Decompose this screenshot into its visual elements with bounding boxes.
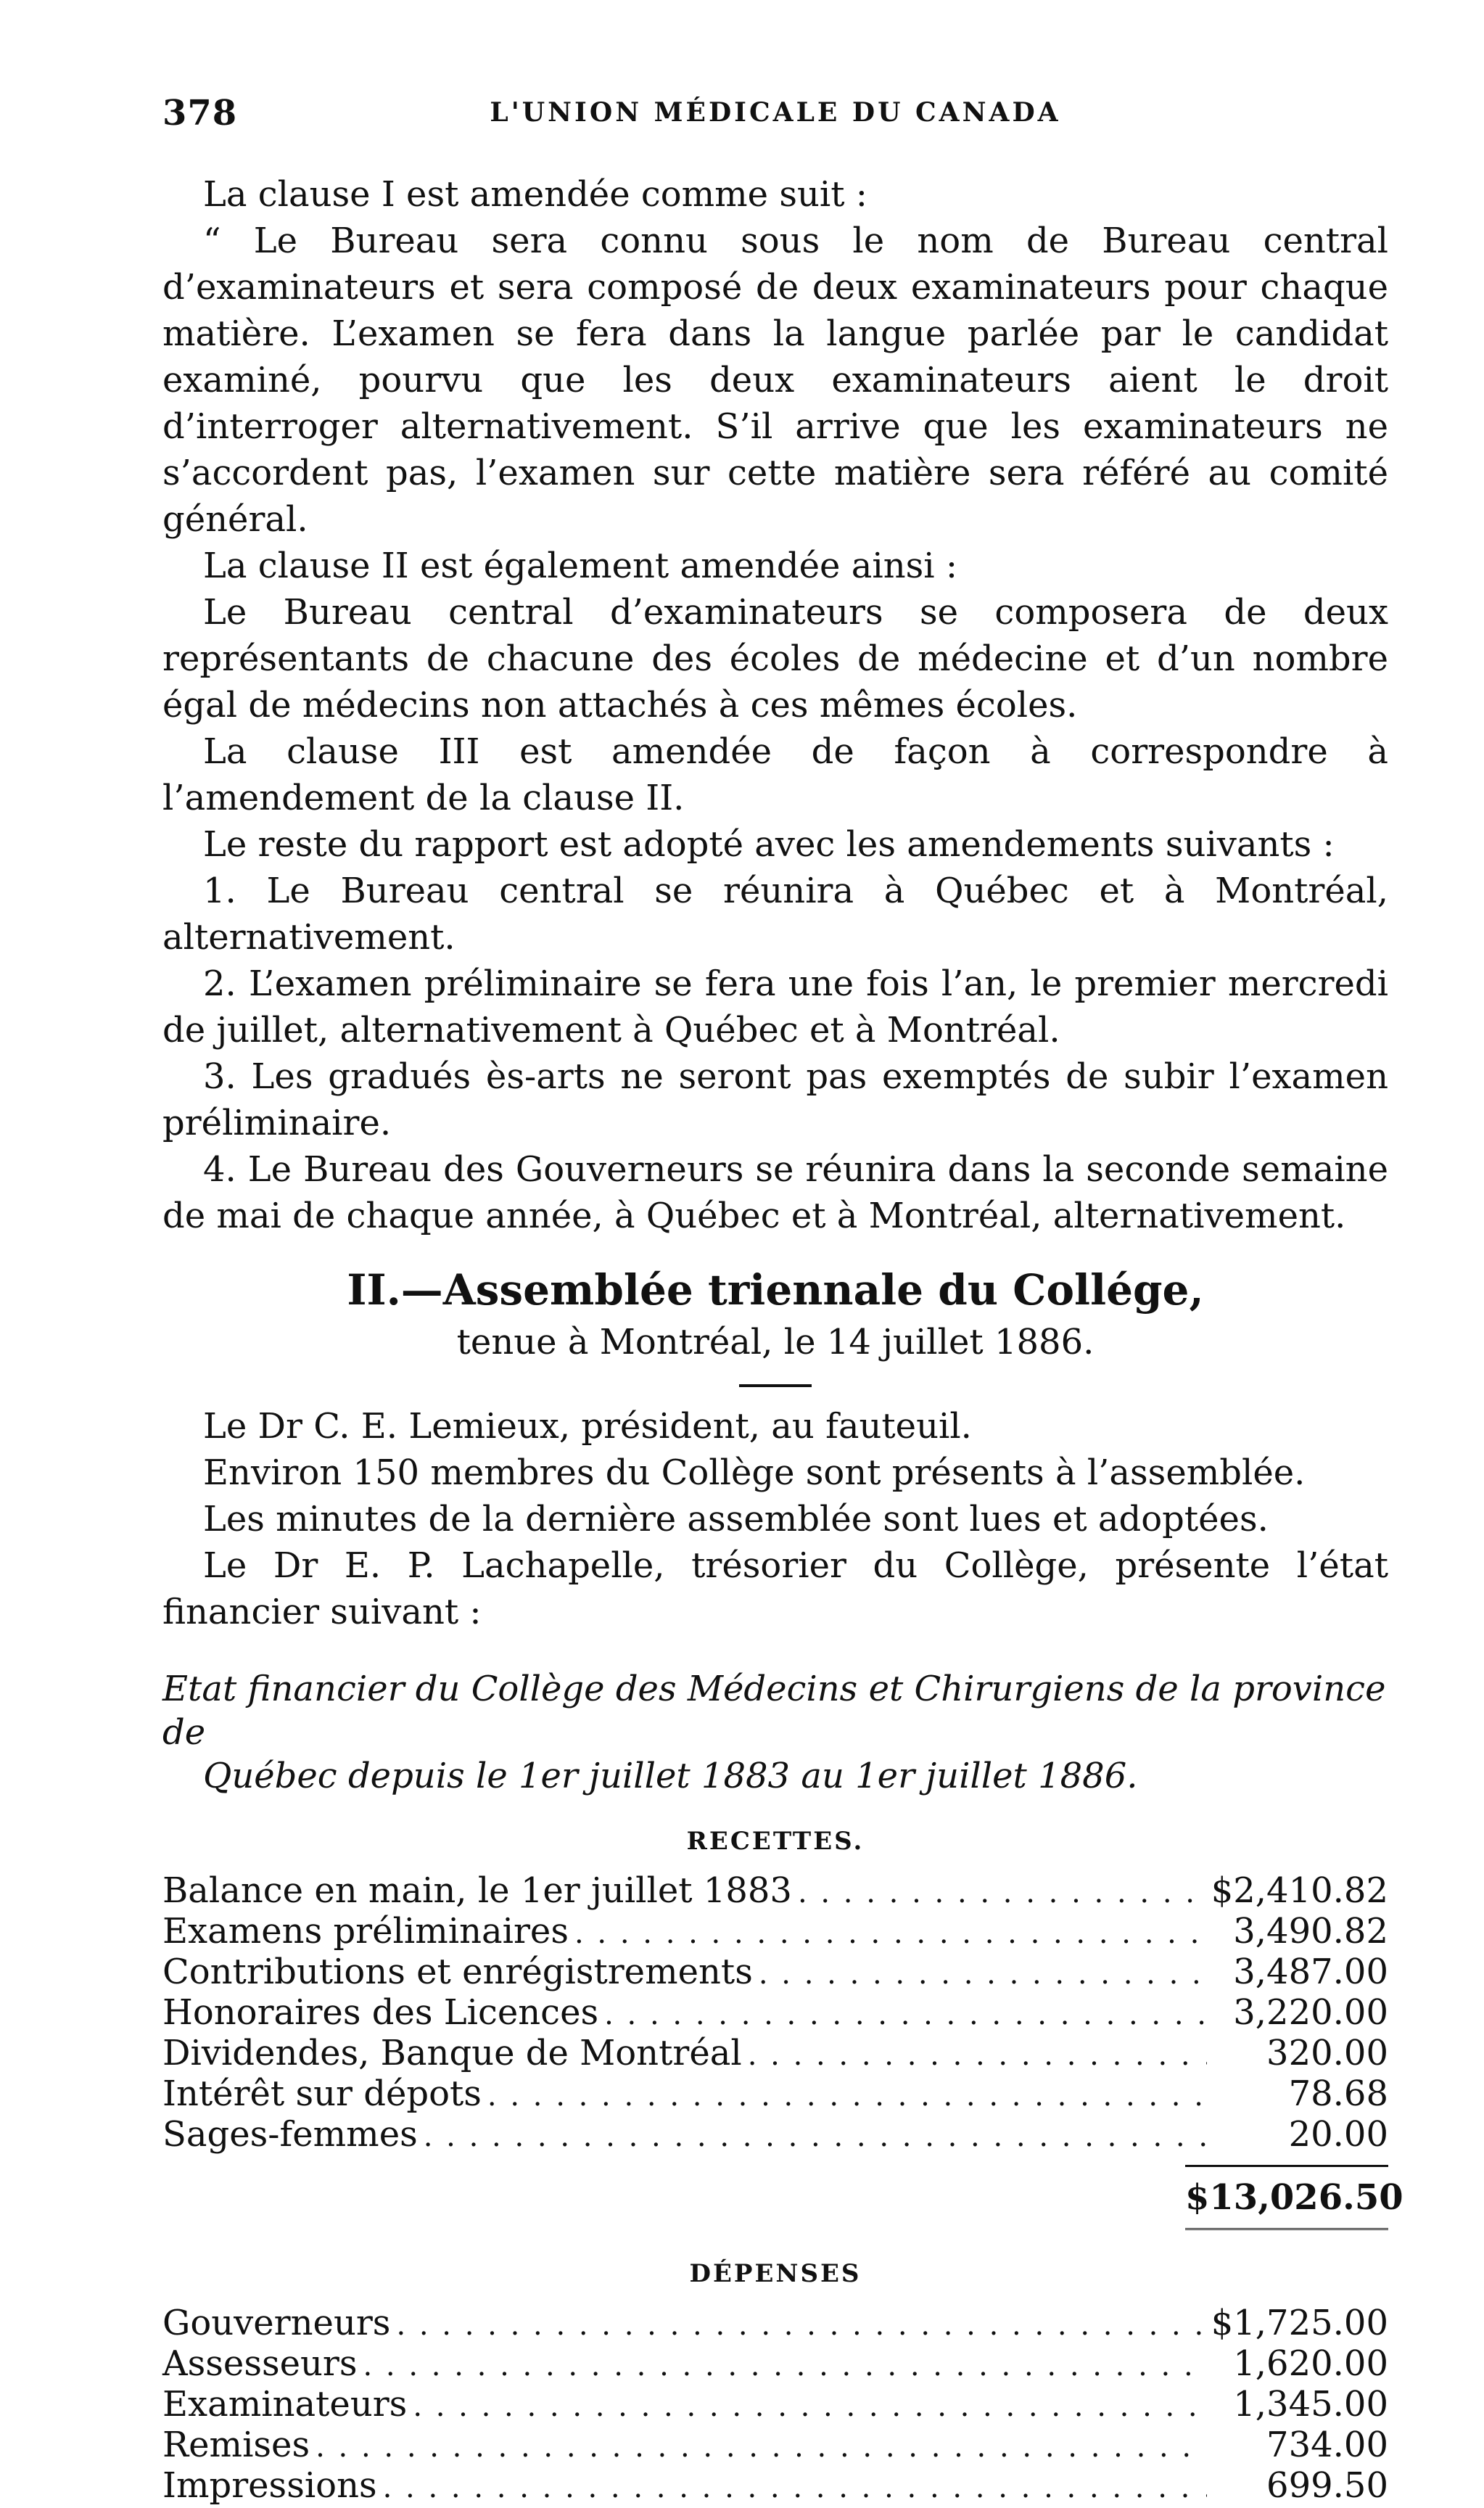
dot-leader [310,2427,1207,2467]
ledger-label: Honoraires des Licences [162,1992,599,2033]
ledger-label: Gouverneurs [162,2303,391,2343]
paragraph: Le reste du rapport est adopté avec les amendements suivants : [203,824,1335,865]
dot-leader [418,2116,1207,2157]
ledger-amount: 699.50 [1266,2465,1388,2506]
ledger-amount: $2,410.82 [1211,1870,1388,1911]
ledger-label: Contributions et enrégistrements [162,1952,753,1992]
expenses-heading: DÉPENSES [689,2259,862,2288]
page-body [162,171,1403,2506]
ledger-row [162,2303,1388,2343]
ledger-label: Examens préliminaires [162,1911,569,1952]
amendment-item: 4. Le Bureau des Gouverneurs se réunira dans la seconde semaine de mai de chaque année, à Québec et à Montréal, alternativement. [162,1149,1388,1236]
ledger-row [162,2073,1388,2114]
dot-leader [792,1872,1207,1913]
ledger-row [162,2114,1388,2155]
amendment-item: 1. Le Bureau central se réunira à Québec et à Montréal, alternativement. [162,871,1388,958]
meeting-line: Les minutes de la dernière assemblée sont lues et adoptées. [203,1499,1269,1539]
dot-leader [377,2467,1207,2508]
ledger-label: Sages-femmes [162,2114,418,2155]
ledger-amount: 78.68 [1288,2073,1388,2114]
running-title: L'UNION MÉDICALE DU CANADA [490,97,1061,128]
ledger-amount: 3,487.00 [1233,1952,1388,1992]
section-subtitle: tenue à Montréal, le 14 juillet 1886. [456,1322,1095,1362]
ledger-label: Dividendes, Banque de Montréal [162,2033,742,2073]
page-number: 378 [162,93,238,133]
meeting-line: Le Dr E. P. Lachapelle, trésorier du Collège, présente l’état financier suivant : [162,1545,1388,1632]
ledger-row [162,2033,1388,2073]
paragraph: “ Le Bureau sera connu sous le nom de Bureau central d’examinateurs et sera composé de deux examinateurs pour chaque matière. L’examen se fera dans la langue parlée par le candidat examiné, pourvu que les deux examinateurs aient le droit d’interroger alternativement. S’il arrive que les examinateurs ne s’accordent pas, l’examen sur cette matière sera référé au comité général. [162,221,1388,540]
total-double-rule [1185,2221,1388,2230]
ledger-row [162,1952,1388,1992]
section-divider [739,1384,812,1387]
ledger-label: Balance en main, le 1er juillet 1883 [162,1870,792,1911]
ledger-amount: 1,620.00 [1233,2343,1388,2384]
ledger-amount: 3,490.82 [1233,1911,1388,1952]
ledger-label: Assesseurs [162,2343,358,2384]
ledger-row [162,1870,1388,1911]
page-header [162,93,1388,136]
ledger-amount: $1,725.00 [1211,2303,1388,2343]
ledger-label: Intérêt sur dépots [162,2073,482,2114]
dot-leader [569,1913,1207,1954]
ledger-amount: 1,345.00 [1233,2384,1388,2425]
paragraph: La clause II est également amendée ainsi : [203,546,958,586]
section-title: II.—Assemblée triennale du Collége, [347,1265,1204,1315]
ledger-row [162,1992,1388,2033]
ledger-row [162,2425,1388,2465]
dot-leader [753,1954,1207,1994]
paragraph: Le Bureau central d’examinateurs se composera de deux représentants de chacune des écoles de médecine et d’un nombre égal de médecins non attachés à ces mêmes écoles. [162,592,1388,725]
ledger-row [162,1911,1388,1952]
dot-leader [742,2035,1207,2076]
receipts-total-row [162,2165,1403,2230]
paragraph: La clause I est amendée comme suit : [203,174,867,215]
receipts-total-amount: $13,026.50 [1185,2177,1403,2218]
ledger-label: Examinateurs [162,2384,408,2425]
dot-leader [407,2386,1207,2427]
amendment-item: 3. Les gradués ès-arts ne seront pas exemptés de subir l’examen préliminaire. [162,1056,1388,1143]
ledger-amount: 20.00 [1288,2114,1388,2155]
dot-leader [598,1994,1207,2035]
ledger-label: Impressions [162,2465,377,2506]
ledger-amount: 734.00 [1266,2425,1388,2465]
meeting-line: Le Dr C. E. Lemieux, président, au fauteuil. [203,1406,972,1447]
receipts-table [162,1870,1403,2230]
statement-title-line2: Québec depuis le 1er juillet 1883 au 1er juillet 1886. [203,1756,1138,1796]
dot-leader [358,2345,1208,2386]
ledger-row [162,2465,1388,2506]
dot-leader [390,2305,1207,2345]
receipts-total [1185,2165,1403,2230]
statement-title [162,1667,1388,1798]
ledger-amount: 3,220.00 [1233,1992,1388,2033]
ledger-amount: 320.00 [1266,2033,1388,2073]
meeting-line: Environ 150 membres du Collège sont présents à l’assemblée. [203,1452,1306,1493]
statement-title-line1: Etat financier du Collège des Médecins et Chirurgiens de la province de [162,1669,1386,1753]
amendment-item: 2. L’examen préliminaire se fera une fois l’an, le premier mercredi de juillet, alternativement à Québec et à Montréal. [162,963,1388,1051]
expenses-table [162,2303,1388,2506]
ledger-row [162,2384,1388,2425]
dot-leader [482,2076,1207,2116]
ledger-row [162,2343,1388,2384]
paragraph: La clause III est amendée de façon à correspondre à l’amendement de la clause II. [162,731,1388,818]
ledger-label: Remises [162,2425,310,2465]
receipts-heading: RECETTES. [686,1827,865,1856]
